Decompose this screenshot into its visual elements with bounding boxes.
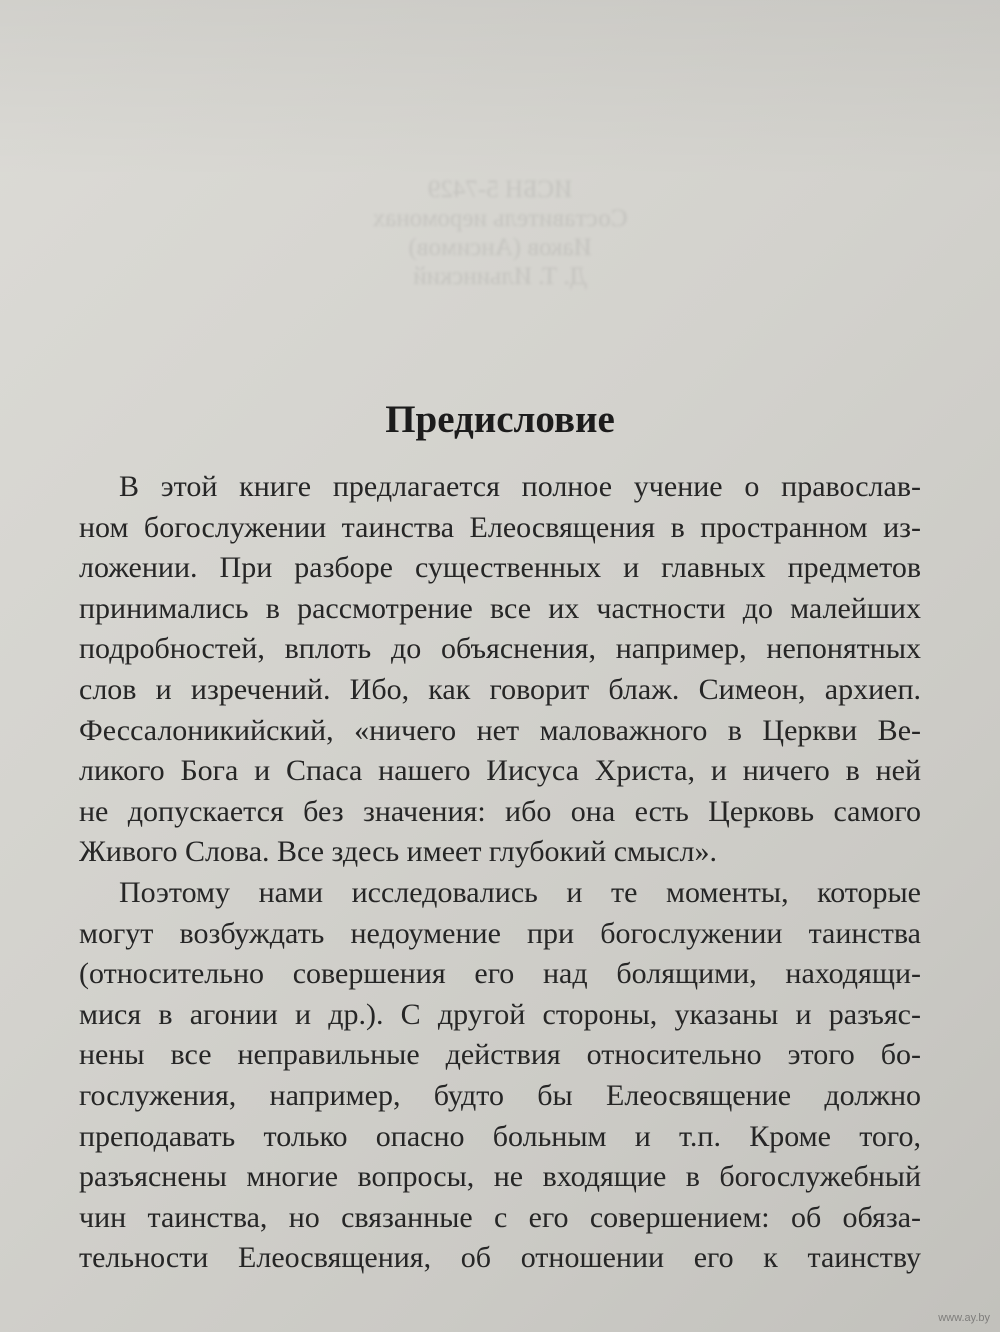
watermark: www.ay.by (938, 1312, 990, 1324)
preface-body (79, 467, 921, 1279)
text-line: Живого Слова. Все здесь имеет глубокий смысл». (79, 835, 717, 869)
reverse-side-bleed-through (180, 175, 820, 291)
text-line: (относительно совершения его над болящими, находящи- (79, 957, 921, 991)
bleed-line: ИСБН 5-7429 (427, 176, 573, 203)
text-line: чин таинства, но связанные с его совершением: об обяза- (79, 1200, 921, 1234)
bleed-line: Составитель иеромонах (372, 205, 628, 232)
page-shadow (0, 0, 1000, 180)
text-line: тельности Елеосвящения, об отношении его к таинству (79, 1241, 921, 1275)
paragraph-2 (79, 873, 921, 1279)
text-line: слов и изречений. Ибо, как говорит блаж. Симеон, архиеп. (79, 672, 921, 706)
text-line: ном богослужении таинства Елеосвящения в пространном из- (79, 510, 921, 544)
text-line: принимались в рассмотрение все их частности до малейших (79, 591, 921, 625)
text-line: Фессалоникийский, «ничего нет маловажного в Церкви Ве- (79, 713, 921, 747)
bleed-line: Иаков (Ансимов) (408, 234, 592, 261)
bleed-line: Д. Т. Ильинский (413, 263, 587, 290)
text-line: нены все неправильные действия относительно этого бо- (79, 1038, 921, 1072)
text-line: мися в агонии и др.). С другой стороны, указаны и разъяс- (79, 997, 921, 1031)
text-line: подробностей, вплоть до объяснения, например, непонятных (79, 632, 921, 666)
page-heading: Предисловие (385, 398, 615, 441)
text-line: Поэтому нами исследовались и те моменты, которые (119, 875, 921, 909)
paragraph-1 (79, 467, 921, 873)
text-line: ложении. При разборе существенных и главных предметов (79, 551, 921, 585)
text-line: преподавать только опасно больным и т.п. Кроме того, (79, 1119, 921, 1153)
text-line: разъяснены многие вопросы, не входящие в богослужебный (79, 1160, 921, 1194)
text-line: В этой книге предлагается полное учение о православ- (119, 470, 921, 503)
text-line: могут возбуждать недоумение при богослужении таинства (79, 916, 921, 950)
text-line: не допускается без значения: ибо она есть Церковь самого (79, 794, 921, 828)
text-line: гослужения, например, будто бы Елеосвящение должно (79, 1078, 921, 1112)
text-line: ликого Бога и Спаса нашего Иисуса Христа, и ничего в ней (79, 754, 921, 788)
